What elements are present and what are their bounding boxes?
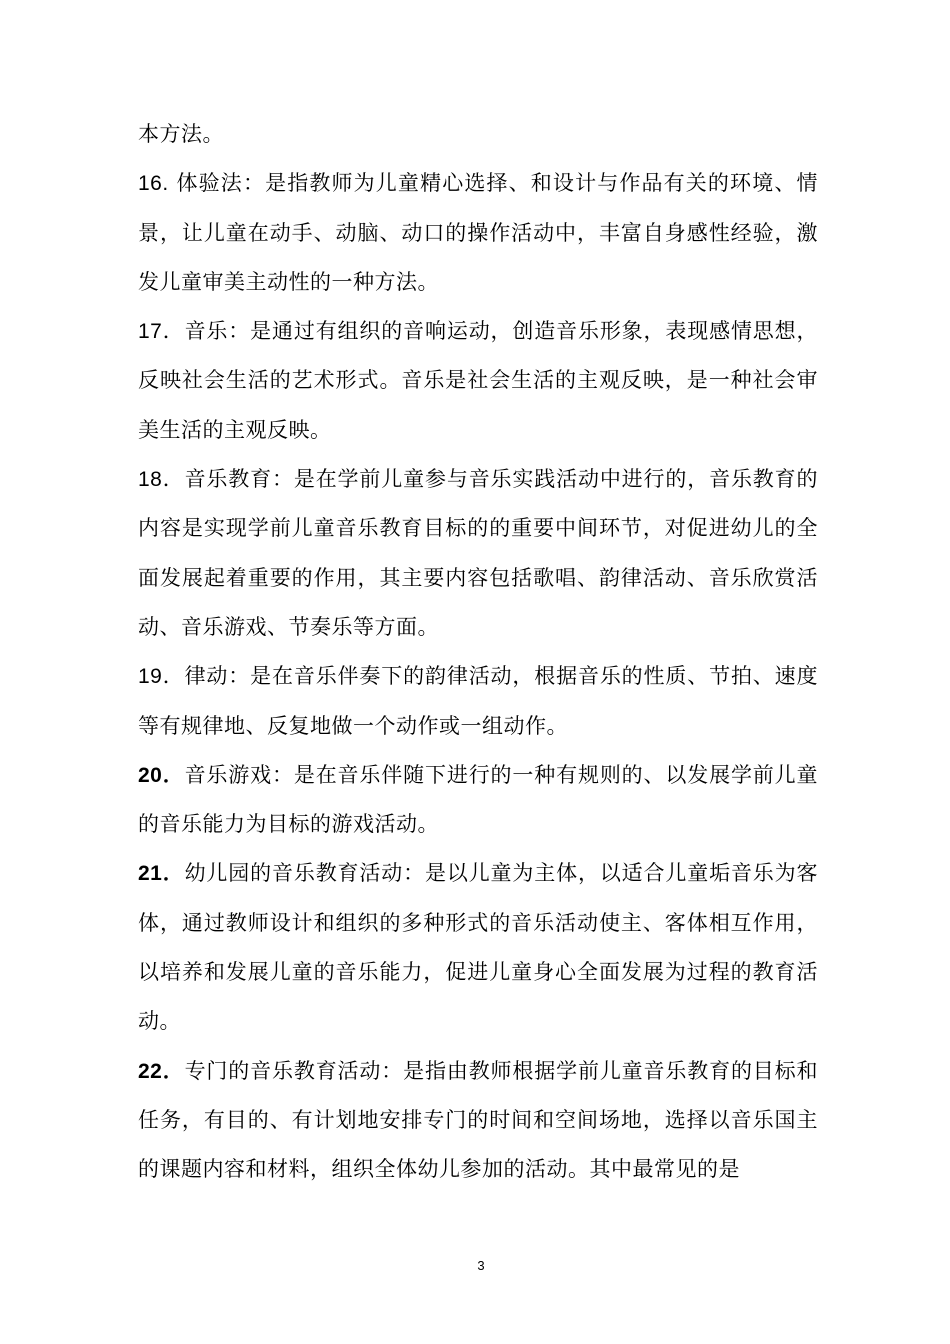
paragraph-number: 20． (138, 763, 185, 787)
paragraph-continuation (138, 110, 818, 159)
paragraph-18 (138, 455, 818, 652)
paragraph-text: 音乐教育：是在学前儿童参与音乐实践活动中进行的，音乐教育的内容是实现学前儿童音乐教育目标的的重要中间环节，对促进幼儿的全面发展起着重要的作用，其主要内容包括歌唱、韵律活动、音乐欣赏活动、音乐游戏、节奏乐等方面。 (138, 467, 819, 639)
page-footer (0, 1258, 950, 1274)
paragraph-number: 16. (138, 172, 169, 196)
paragraph-number: 22． (138, 1059, 185, 1083)
paragraph-text: 幼儿园的音乐教育活动：是以儿童为主体，以适合儿童垢音乐为客体，通过教师设计和组织的多种形式的音乐活动使主、客体相互作用，以培养和发展儿童的音乐能力，促进儿童身心全面发展为过程的教育活动。 (138, 861, 819, 1034)
paragraph-text: 本方法。 (138, 122, 224, 146)
paragraph-number: 17． (138, 320, 185, 344)
paragraph-text: 体验法：是指教师为儿童精心选择、和设计与作品有关的环境、情景，让儿童在动手、动脑、动口的操作活动中，丰富自身感性经验，激发儿童审美主动性的一种方法。 (138, 171, 818, 294)
paragraph-text: 音乐游戏：是在音乐伴随下进行的一种有规则的、以发展学前儿童的音乐能力为目标的游戏活动。 (138, 762, 819, 837)
body-text (138, 110, 818, 1195)
paragraph-22 (138, 1047, 818, 1195)
paragraph-text: 专门的音乐教育活动：是指由教师根据学前儿童音乐教育的目标和任务，有目的、有计划地安排专门的时间和空间场地，选择以音乐国主的课题内容和材料，组织全体幼儿参加的活动。其中最常见的是 (138, 1058, 819, 1182)
paragraph-text: 律动：是在音乐伴奏下的韵律活动，根据音乐的性质、节拍、速度等有规律地、反复地做一个动作或一组动作。 (138, 664, 819, 738)
paragraph-number: 21． (138, 862, 185, 886)
paragraph-number: 18． (138, 468, 185, 492)
paragraph-16 (138, 159, 818, 307)
paragraph-19 (138, 652, 818, 751)
paragraph-text: 音乐：是通过有组织的音响运动，创造音乐形象，表现感情思想，反映社会生活的艺术形式。音乐是社会生活的主观反映，是一种社会审美生活的主观反映。 (138, 319, 819, 442)
paragraph-17 (138, 307, 818, 455)
paragraph-21 (138, 849, 818, 1046)
page-number: 3 (477, 1258, 485, 1273)
paragraph-number: 19． (138, 665, 185, 689)
paragraph-20 (138, 751, 818, 850)
